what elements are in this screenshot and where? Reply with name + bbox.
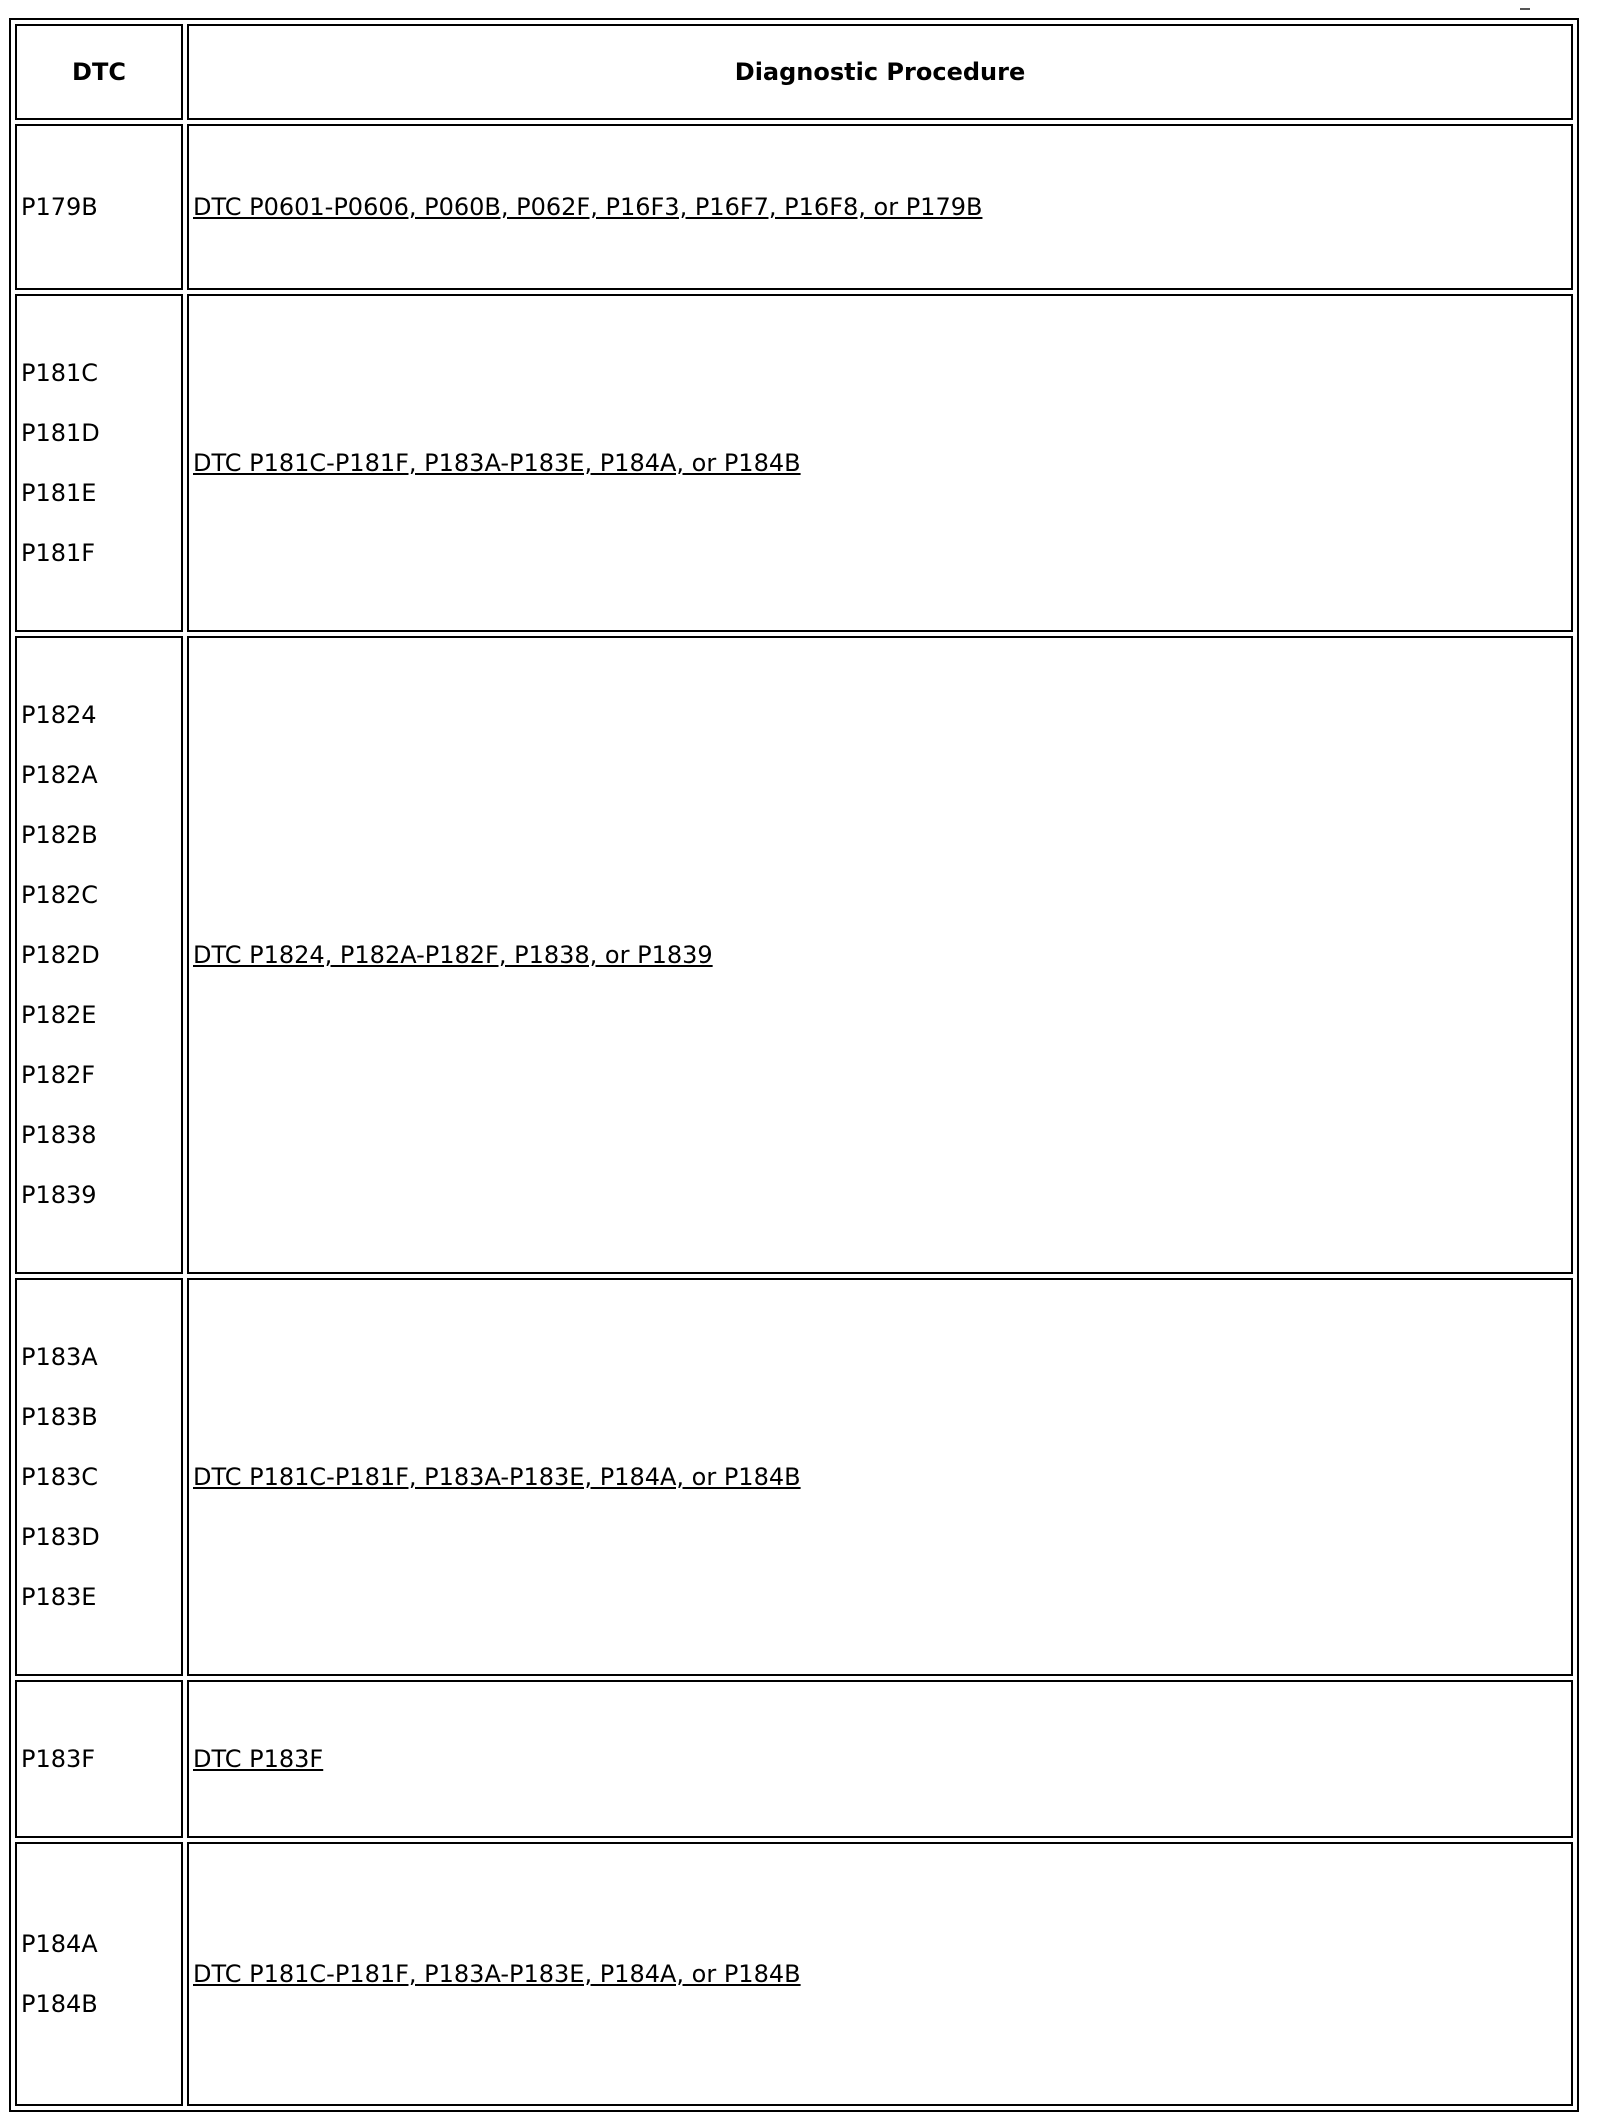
table-row [15, 1278, 1573, 1676]
procedure-cell [187, 1278, 1573, 1676]
dtc-code: P182F [21, 1061, 96, 1089]
dtc-code: P183E [21, 1583, 97, 1611]
procedure-link[interactable]: DTC P181C-P181F, P183A-P183E, P184A, or P184B [193, 1463, 801, 1491]
dtc-code: P183F [21, 1745, 96, 1773]
dtc-code: P1824 [21, 701, 97, 729]
dtc-code: P1839 [21, 1181, 97, 1209]
procedure-cell [187, 124, 1573, 290]
dtc-code: P183B [21, 1403, 98, 1431]
dtc-code: P183D [21, 1523, 100, 1551]
dtc-codes-cell [15, 294, 183, 632]
dtc-code: P183A [21, 1343, 98, 1371]
dtc-codes-cell [15, 1278, 183, 1676]
dtc-code: P181F [21, 539, 96, 567]
dtc-code: P182B [21, 821, 98, 849]
table-row [15, 636, 1573, 1274]
dtc-code: P181E [21, 479, 97, 507]
procedure-link[interactable]: DTC P181C-P181F, P183A-P183E, P184A, or P184B [193, 449, 801, 477]
dtc-code: P184B [21, 1990, 98, 2018]
procedure-cell [187, 294, 1573, 632]
dtc-code: P181C [21, 359, 99, 387]
procedure-column-header: Diagnostic Procedure [187, 24, 1573, 120]
dtc-codes-cell [15, 124, 183, 290]
procedure-link[interactable]: DTC P0601-P0606, P060B, P062F, P16F3, P16F7, P16F8, or P179B [193, 193, 983, 221]
procedure-cell [187, 1842, 1573, 2106]
procedure-link[interactable]: DTC P1824, P182A-P182F, P1838, or P1839 [193, 941, 713, 969]
dtc-code: P182C [21, 881, 99, 909]
procedure-link[interactable]: DTC P183F [193, 1745, 324, 1773]
procedure-cell [187, 1680, 1573, 1838]
dtc-codes-cell [15, 1680, 183, 1838]
dtc-code: P184A [21, 1930, 98, 1958]
table-row [15, 124, 1573, 290]
dtc-code: P182A [21, 761, 98, 789]
table-row [15, 1680, 1573, 1838]
dtc-code: P179B [21, 193, 98, 221]
table-header-row [15, 24, 1573, 120]
dtc-code: P182E [21, 1001, 97, 1029]
procedure-cell [187, 636, 1573, 1274]
dtc-codes-cell [15, 636, 183, 1274]
dtc-code: P183C [21, 1463, 99, 1491]
dtc-procedure-table [9, 18, 1579, 2112]
procedure-link[interactable]: DTC P181C-P181F, P183A-P183E, P184A, or P184B [193, 1960, 801, 1988]
dtc-codes-cell [15, 1842, 183, 2106]
table-row [15, 1842, 1573, 2106]
dtc-code: P181D [21, 419, 100, 447]
dtc-code: P1838 [21, 1121, 97, 1149]
page-corner-mark [1520, 8, 1530, 10]
dtc-column-header: DTC [15, 24, 183, 120]
table-row [15, 294, 1573, 632]
dtc-code: P182D [21, 941, 100, 969]
